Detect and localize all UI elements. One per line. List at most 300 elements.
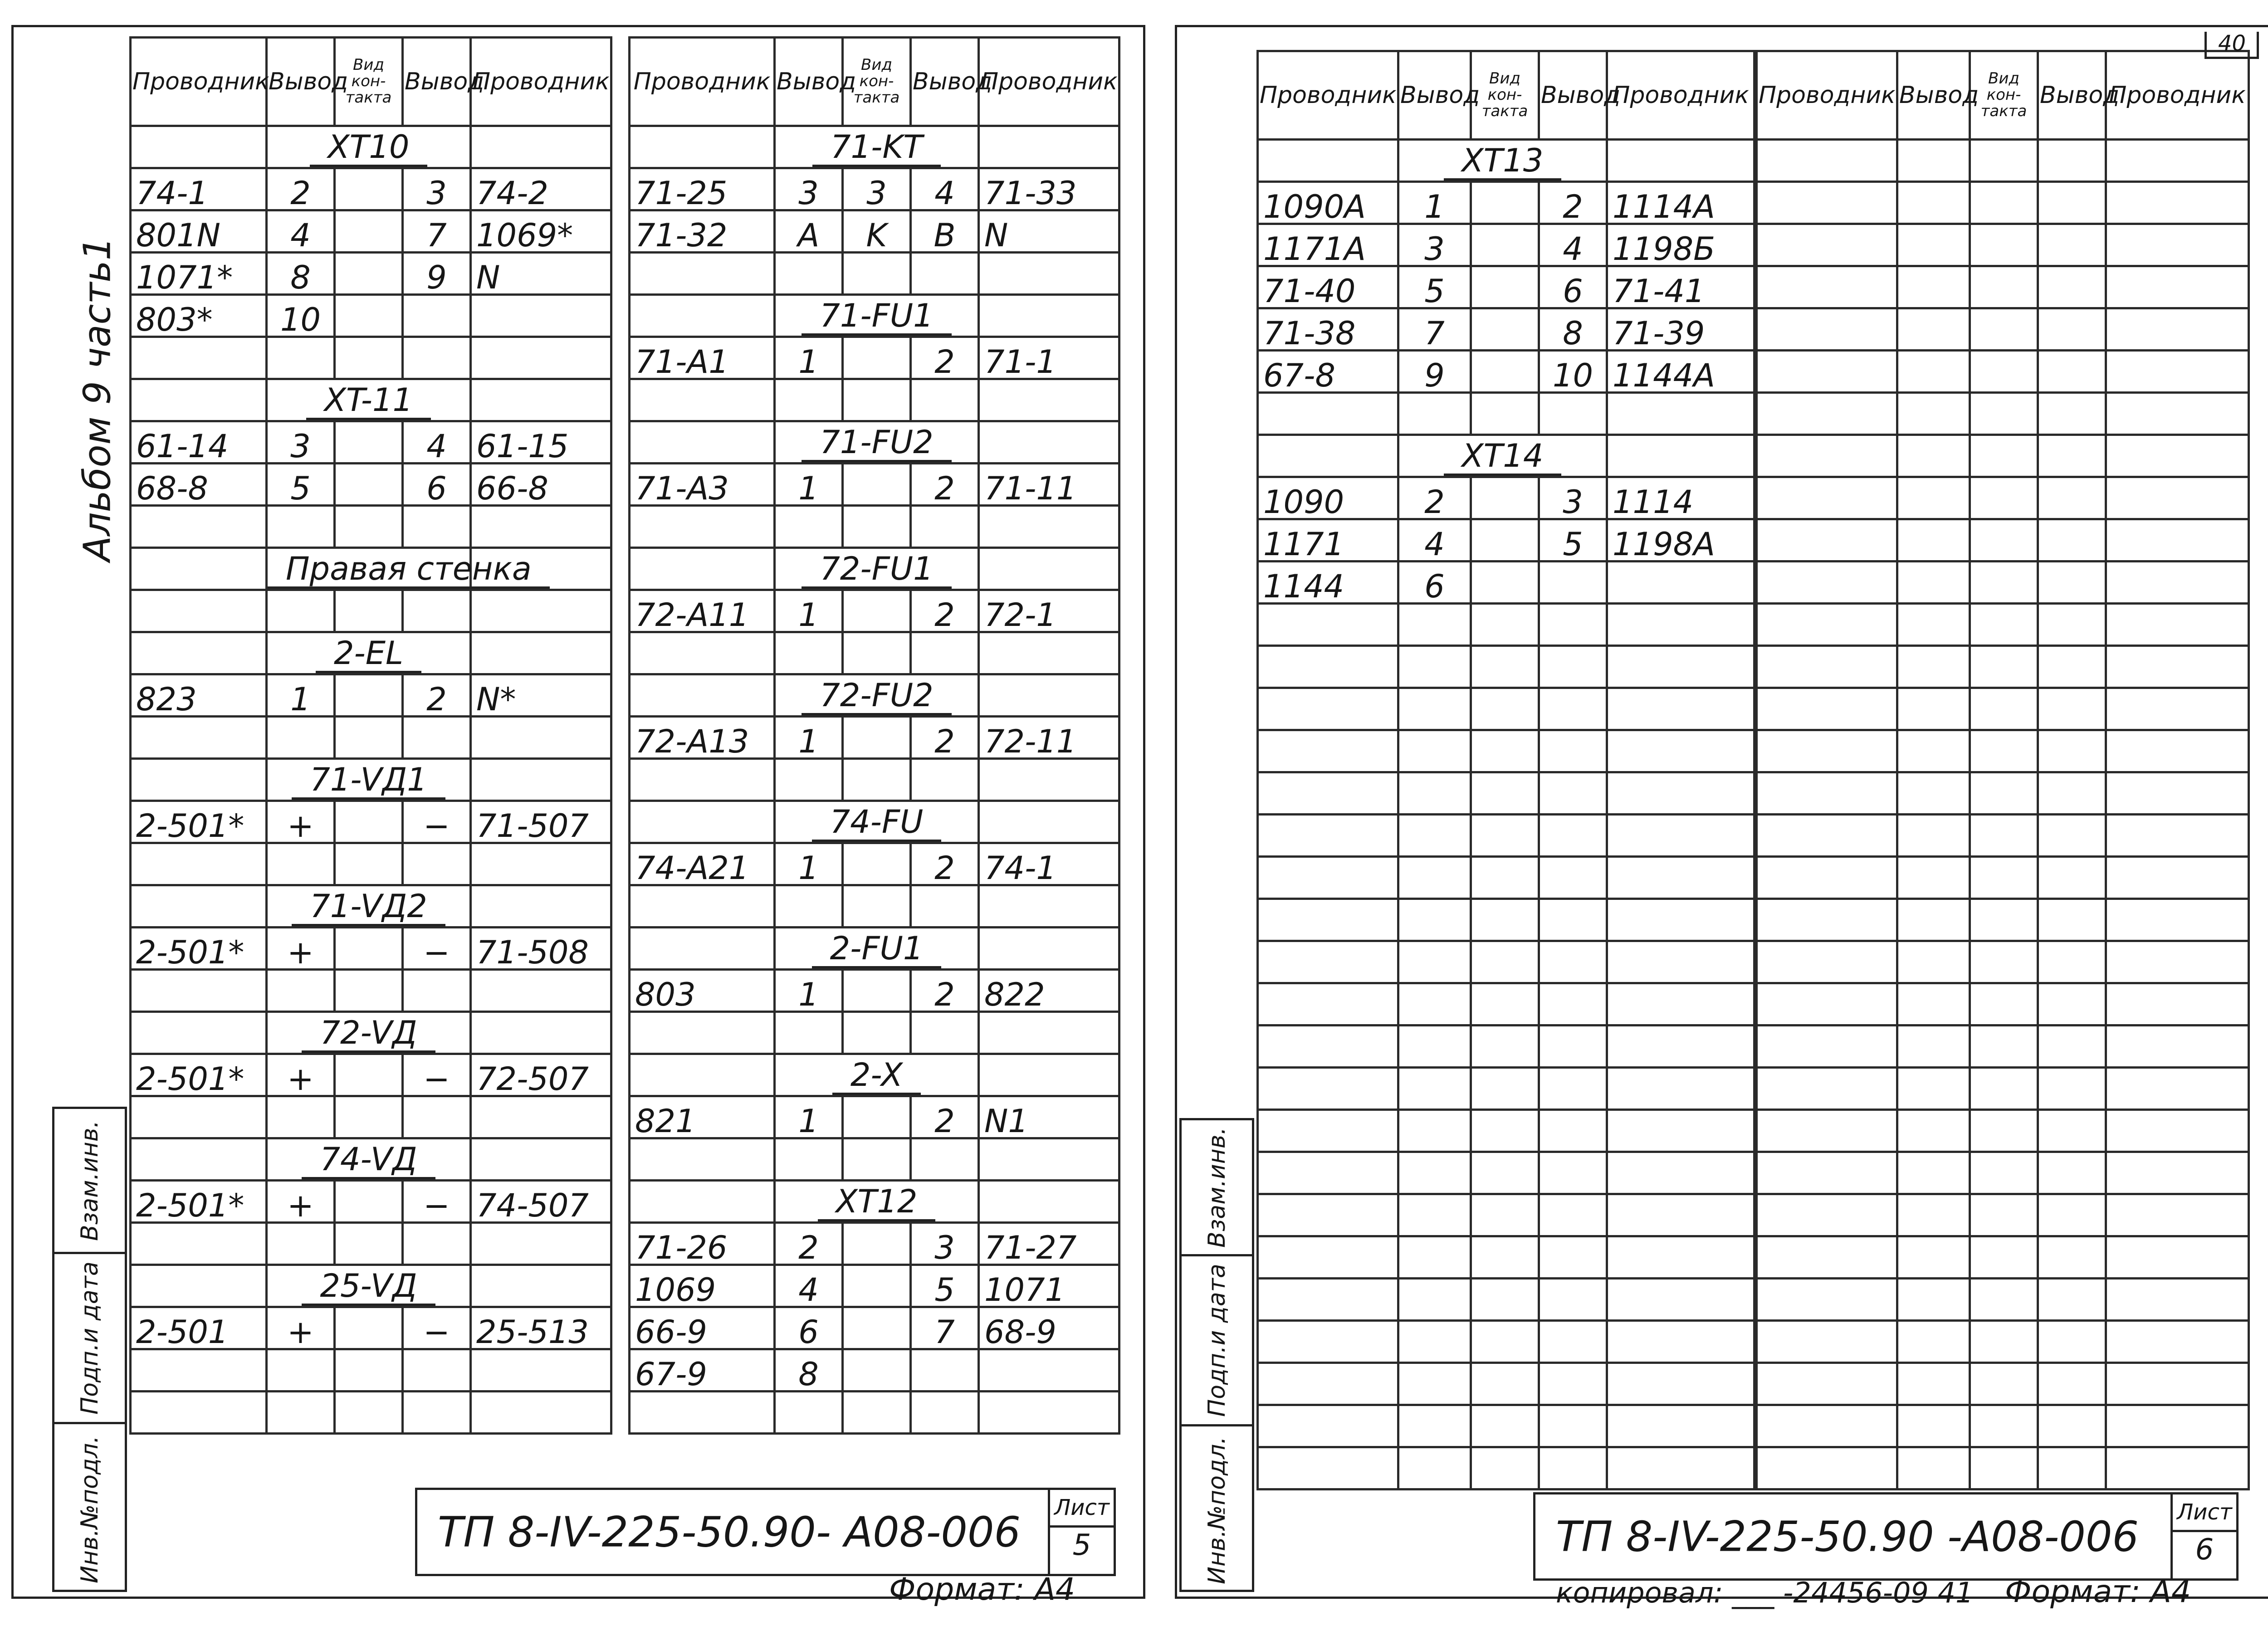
- pin-cell: [267, 337, 335, 379]
- pin-cell: 3: [1539, 477, 1607, 519]
- conductor-cell: 1114: [1607, 477, 1755, 519]
- pin-cell: [1897, 1194, 1970, 1236]
- row-spacer: [471, 126, 611, 168]
- contact-type-cell: [1471, 182, 1539, 224]
- conductor-cell: [1607, 1110, 1755, 1152]
- contact-type-cell: [335, 210, 403, 253]
- pin-cell: 2: [911, 590, 979, 632]
- conductor-cell: [1607, 857, 1755, 899]
- pin-cell: [1539, 1152, 1607, 1194]
- conductor-cell: 74-507: [471, 1181, 611, 1223]
- pin-cell: [2038, 1236, 2106, 1279]
- pin-cell: 6: [775, 1307, 843, 1349]
- table-row: [131, 126, 611, 168]
- table-row: [1757, 477, 2249, 519]
- stamp-cell-replace: [1182, 1120, 1252, 1256]
- conductor-cell: [1607, 562, 1755, 604]
- pin-cell: [2038, 435, 2106, 477]
- conductor-cell: [131, 1223, 267, 1265]
- conductor-cell: [1607, 1405, 1755, 1447]
- contact-type-cell: [335, 464, 403, 506]
- conductor-cell: [471, 1096, 611, 1138]
- conductor-cell: [630, 506, 775, 548]
- pin-cell: [1897, 730, 1970, 772]
- stamp-label-sign: Подп.и дата: [1203, 1264, 1231, 1417]
- contact-type-cell: [1970, 941, 2038, 983]
- stamp-cell-inv: [1182, 1426, 1252, 1594]
- conductor-cell: [471, 970, 611, 1012]
- pin-cell: 1: [267, 674, 335, 717]
- contact-type-cell: [335, 928, 403, 970]
- pin-cell: [2038, 1321, 2106, 1363]
- contact-type-cell: [1970, 140, 2038, 182]
- conductor-cell: 71-40: [1258, 266, 1398, 308]
- table-row: [131, 464, 611, 506]
- sheet-number: 5: [1072, 1529, 1091, 1562]
- row-spacer: [471, 1265, 611, 1307]
- pin-cell: 7: [911, 1307, 979, 1349]
- pin-cell: [2038, 562, 2106, 604]
- header-row: [1258, 51, 1755, 140]
- conductor-cell: [1607, 941, 1755, 983]
- header-row: [1757, 51, 2249, 140]
- pin-cell: [2038, 1110, 2106, 1152]
- pin-cell: [2038, 351, 2106, 393]
- table-row: [131, 1223, 611, 1265]
- header-pin: Вывод: [1539, 51, 1607, 140]
- contact-type-cell: [843, 632, 911, 674]
- pin-cell: [1539, 772, 1607, 815]
- pin-cell: [1398, 857, 1471, 899]
- table-row: [131, 421, 611, 464]
- pin-cell: [2038, 224, 2106, 266]
- pin-cell: [1897, 899, 1970, 941]
- pin-cell: [775, 506, 843, 548]
- pin-cell: [1398, 1321, 1471, 1363]
- table-row: [630, 379, 1119, 421]
- table-row: [131, 590, 611, 632]
- conductor-cell: 71-A1: [630, 337, 775, 379]
- pin-cell: [1897, 224, 1970, 266]
- conductor-cell: [1258, 983, 1398, 1026]
- contact-type-cell: [1471, 772, 1539, 815]
- table-row: [1757, 351, 2249, 393]
- table-row: [1757, 857, 2249, 899]
- pin-cell: −: [403, 1054, 471, 1096]
- conductor-cell: 72-507: [471, 1054, 611, 1096]
- table-row: [1757, 182, 2249, 224]
- conductor-cell: 823: [131, 674, 267, 717]
- pin-cell: [1897, 182, 1970, 224]
- conductor-cell: N: [979, 210, 1119, 253]
- conductor-cell: [2106, 224, 2249, 266]
- contact-type-cell: [1970, 899, 2038, 941]
- pin-cell: [2038, 815, 2106, 857]
- pin-cell: 2: [775, 1223, 843, 1265]
- device-label: 74-FU: [812, 806, 942, 842]
- conductor-cell: 1198A: [1607, 519, 1755, 562]
- table-row: [131, 632, 611, 674]
- conductor-cell: [2106, 899, 2249, 941]
- contact-type-cell: [1471, 604, 1539, 646]
- conductor-cell: [471, 1349, 611, 1392]
- header-conductor: Проводник: [2106, 51, 2249, 140]
- contact-type-cell: [843, 1223, 911, 1265]
- contact-type-cell: [335, 1392, 403, 1434]
- pin-cell: [775, 253, 843, 295]
- contact-type-cell: [1970, 646, 2038, 688]
- conductor-cell: [2106, 983, 2249, 1026]
- row-spacer: [131, 632, 267, 674]
- pin-cell: 5: [267, 464, 335, 506]
- pin-cell: 2: [911, 1096, 979, 1138]
- pin-cell: [403, 1096, 471, 1138]
- stamp-cell-inv: [54, 1424, 125, 1594]
- device-label: 74-VД: [302, 1143, 435, 1179]
- conductor-cell: [1757, 1236, 1897, 1279]
- device-label-cell: [267, 1265, 471, 1307]
- contact-type-cell: [335, 1223, 403, 1265]
- table-row: [630, 1181, 1119, 1223]
- contact-type-cell: [1970, 772, 2038, 815]
- conductor-cell: [2106, 1363, 2249, 1405]
- conductor-cell: [2106, 688, 2249, 730]
- conductor-cell: [1258, 772, 1398, 815]
- device-label-cell: [775, 928, 979, 970]
- conductor-cell: [2106, 1026, 2249, 1068]
- pin-cell: [1897, 393, 1970, 435]
- pin-cell: 6: [403, 464, 471, 506]
- conductor-cell: [1607, 899, 1755, 941]
- conductor-cell: [131, 1349, 267, 1392]
- pin-cell: [2038, 646, 2106, 688]
- header-row: [131, 38, 611, 126]
- pin-cell: [1539, 646, 1607, 688]
- contact-type-cell: [335, 843, 403, 885]
- table-row: [630, 421, 1119, 464]
- contact-type-cell: [843, 1392, 911, 1434]
- table-row: [1757, 224, 2249, 266]
- table-row: [630, 506, 1119, 548]
- connection-table-3: [1256, 50, 1755, 1490]
- pin-cell: [911, 759, 979, 801]
- conductor-cell: 71-1: [979, 337, 1119, 379]
- pin-cell: [1398, 1405, 1471, 1447]
- conductor-cell: [1258, 1279, 1398, 1321]
- conductor-cell: [1607, 1236, 1755, 1279]
- pin-cell: [1398, 1279, 1471, 1321]
- table-row: [1757, 772, 2249, 815]
- conductor-cell: [979, 632, 1119, 674]
- contact-type-cell: [1471, 477, 1539, 519]
- pin-cell: [1897, 815, 1970, 857]
- pin-cell: −: [403, 1181, 471, 1223]
- conductor-cell: [471, 337, 611, 379]
- table-row: [1258, 1321, 1755, 1363]
- contact-type-cell: [843, 885, 911, 928]
- table-row: [131, 295, 611, 337]
- contact-type-cell: 3: [843, 168, 911, 210]
- pin-cell: [911, 1138, 979, 1181]
- title-block-right: [1533, 1492, 2239, 1581]
- conductor-cell: 74-1: [979, 843, 1119, 885]
- pin-cell: [1398, 604, 1471, 646]
- pin-cell: [1398, 772, 1471, 815]
- format-label-right: Формат: А4: [2005, 1574, 2191, 1610]
- table-row: [131, 1096, 611, 1138]
- table-row: [630, 253, 1119, 295]
- pin-cell: [2038, 604, 2106, 646]
- conductor-cell: [1258, 1447, 1398, 1489]
- contact-type-cell: [843, 717, 911, 759]
- row-spacer: [979, 674, 1119, 717]
- conductor-cell: [471, 295, 611, 337]
- conductor-cell: [1258, 1363, 1398, 1405]
- conductor-cell: [1757, 1447, 1897, 1489]
- device-label: Правая стенка: [268, 553, 550, 589]
- contact-type-cell: [1471, 1363, 1539, 1405]
- table-row: [1258, 519, 1755, 562]
- conductor-cell: 66-8: [471, 464, 611, 506]
- conductor-cell: 1069*: [471, 210, 611, 253]
- conductor-cell: [131, 506, 267, 548]
- contact-type-cell: [1471, 519, 1539, 562]
- conductor-cell: [1757, 815, 1897, 857]
- row-spacer: [131, 548, 267, 590]
- pin-cell: [2038, 941, 2106, 983]
- conductor-cell: 2-501*: [131, 928, 267, 970]
- device-label: 71-VД2: [292, 890, 445, 926]
- pin-cell: 2: [911, 337, 979, 379]
- row-spacer: [131, 126, 267, 168]
- stamp-cell-sign: [1182, 1256, 1252, 1426]
- table-row: [630, 970, 1119, 1012]
- contact-type-cell: [1970, 688, 2038, 730]
- row-spacer: [1607, 435, 1755, 477]
- table-row: [131, 801, 611, 843]
- contact-type-cell: [335, 1181, 403, 1223]
- pin-cell: [2038, 730, 2106, 772]
- header-pin: Вывод: [267, 38, 335, 126]
- pin-cell: [2038, 1279, 2106, 1321]
- table-row: [1258, 857, 1755, 899]
- conductor-cell: 2-501*: [131, 801, 267, 843]
- table-row: [630, 168, 1119, 210]
- header-conductor: Проводник: [1258, 51, 1398, 140]
- contact-type-cell: [1970, 308, 2038, 351]
- pin-cell: [2038, 182, 2106, 224]
- device-label: XT12: [818, 1186, 936, 1221]
- conductor-cell: N1: [979, 1096, 1119, 1138]
- table-row: [1757, 1321, 2249, 1363]
- pin-cell: [2038, 266, 2106, 308]
- stamp-cell-sign: [54, 1254, 125, 1424]
- header-contact-type: Вид кон- такта: [1970, 51, 2038, 140]
- pin-cell: [1897, 941, 1970, 983]
- pin-cell: [2038, 857, 2106, 899]
- pin-cell: +: [267, 801, 335, 843]
- contact-type-cell: [1970, 1236, 2038, 1279]
- pin-cell: [2038, 1026, 2106, 1068]
- pin-cell: 5: [911, 1265, 979, 1307]
- device-label-cell: [775, 1181, 979, 1223]
- conductor-cell: [2106, 562, 2249, 604]
- contact-type-cell: [1471, 1236, 1539, 1279]
- contact-type-cell: [1970, 477, 2038, 519]
- device-label: 2-EL: [316, 637, 421, 673]
- table-row: [630, 1096, 1119, 1138]
- pin-cell: −: [403, 801, 471, 843]
- pin-cell: [1398, 1068, 1471, 1110]
- conductor-cell: [1757, 393, 1897, 435]
- device-label-cell: [775, 1054, 979, 1096]
- table-row: [1757, 308, 2249, 351]
- table-row: [131, 674, 611, 717]
- conductor-cell: [1258, 1026, 1398, 1068]
- contact-type-cell: [1970, 182, 2038, 224]
- pin-cell: [403, 590, 471, 632]
- contact-type-cell: [335, 337, 403, 379]
- conductor-cell: [979, 253, 1119, 295]
- contact-type-cell: [843, 1012, 911, 1054]
- pin-cell: [911, 632, 979, 674]
- conductor-cell: [2106, 140, 2249, 182]
- contact-type-cell: [1471, 1194, 1539, 1236]
- pin-cell: [1398, 688, 1471, 730]
- device-label-cell: [775, 126, 979, 168]
- conductor-cell: 74-1: [131, 168, 267, 210]
- conductor-cell: [1757, 308, 1897, 351]
- device-label-cell: [1398, 140, 1607, 182]
- contact-type-cell: [335, 295, 403, 337]
- device-label-cell: [267, 126, 471, 168]
- pin-cell: B: [911, 210, 979, 253]
- row-spacer: [1258, 140, 1398, 182]
- pin-cell: [1539, 1068, 1607, 1110]
- pin-cell: A: [775, 210, 843, 253]
- contact-type-cell: [1970, 351, 2038, 393]
- table-row: [630, 464, 1119, 506]
- pin-cell: 5: [1539, 519, 1607, 562]
- row-spacer: [979, 295, 1119, 337]
- pin-cell: [1539, 1026, 1607, 1068]
- table-row: [630, 717, 1119, 759]
- conductor-cell: [1258, 1068, 1398, 1110]
- conductor-cell: 1144A: [1607, 351, 1755, 393]
- contact-type-cell: [1970, 435, 2038, 477]
- pin-cell: [1398, 393, 1471, 435]
- contact-type-cell: [1471, 1068, 1539, 1110]
- pin-cell: [2038, 519, 2106, 562]
- pin-cell: [1897, 435, 1970, 477]
- table-row: [1258, 1405, 1755, 1447]
- conductor-cell: [2106, 772, 2249, 815]
- device-label-cell: [267, 548, 532, 590]
- table-row: [1757, 1110, 2249, 1152]
- connection-table-4: [1755, 50, 2250, 1490]
- contact-type-cell: [843, 843, 911, 885]
- pin-cell: [2038, 688, 2106, 730]
- conductor-cell: 801N: [131, 210, 267, 253]
- table-row: [630, 674, 1119, 717]
- device-label-cell: [267, 632, 471, 674]
- pin-cell: [1897, 562, 1970, 604]
- conductor-cell: [1757, 351, 1897, 393]
- contact-type-cell: [1471, 1279, 1539, 1321]
- table-row: [1258, 1447, 1755, 1489]
- conductor-cell: [1607, 1447, 1755, 1489]
- device-label-cell: [267, 759, 471, 801]
- table-row: [630, 126, 1119, 168]
- contact-type-cell: [1970, 983, 2038, 1026]
- pin-cell: 9: [403, 253, 471, 295]
- table-row: [131, 506, 611, 548]
- table-row: [1258, 688, 1755, 730]
- pin-cell: [1897, 1068, 1970, 1110]
- pin-cell: [2038, 1194, 2106, 1236]
- pin-cell: [403, 843, 471, 885]
- conductor-cell: [131, 1096, 267, 1138]
- conductor-cell: [2106, 730, 2249, 772]
- table-row: [1757, 646, 2249, 688]
- contact-type-cell: [1970, 1279, 2038, 1321]
- conductor-cell: [1607, 688, 1755, 730]
- pin-cell: [2038, 899, 2106, 941]
- conductor-cell: [1607, 983, 1755, 1026]
- conductor-cell: 71-A3: [630, 464, 775, 506]
- conductor-cell: 2-501*: [131, 1181, 267, 1223]
- device-label: XT-11: [306, 384, 431, 420]
- contact-type-cell: [843, 379, 911, 421]
- pin-cell: [1897, 140, 1970, 182]
- header-contact-type: Вид кон- такта: [843, 38, 911, 126]
- device-label: 72-FU1: [802, 553, 951, 589]
- pin-cell: 1: [775, 464, 843, 506]
- stamp-label-inv: Инв.№подл.: [76, 1435, 103, 1583]
- conductor-cell: [1258, 646, 1398, 688]
- pin-cell: [775, 1138, 843, 1181]
- pin-cell: [1539, 1110, 1607, 1152]
- table-row: [630, 1223, 1119, 1265]
- device-label: 71-FU1: [802, 300, 951, 336]
- table-row: [630, 1307, 1119, 1349]
- pin-cell: [267, 506, 335, 548]
- row-spacer: [979, 421, 1119, 464]
- conductor-cell: [2106, 857, 2249, 899]
- pin-cell: −: [403, 1307, 471, 1349]
- pin-cell: [403, 717, 471, 759]
- sheet-label: Лист: [1050, 1490, 1114, 1528]
- contact-type-cell: [843, 1096, 911, 1138]
- contact-type-cell: [1471, 266, 1539, 308]
- conductor-cell: N: [471, 253, 611, 295]
- conductor-cell: [1757, 1152, 1897, 1194]
- pin-cell: [267, 717, 335, 759]
- pin-cell: [267, 843, 335, 885]
- conductor-cell: [2106, 1447, 2249, 1489]
- table-row: [630, 885, 1119, 928]
- contact-type-cell: [335, 168, 403, 210]
- table-row: [131, 1012, 611, 1054]
- conductor-cell: 68-8: [131, 464, 267, 506]
- contact-type-cell: [1970, 1447, 2038, 1489]
- conductor-cell: [131, 590, 267, 632]
- conductor-cell: [2106, 351, 2249, 393]
- pin-cell: [1539, 1321, 1607, 1363]
- contact-type-cell: [335, 421, 403, 464]
- pin-cell: [403, 1349, 471, 1392]
- conductor-cell: [1757, 1279, 1897, 1321]
